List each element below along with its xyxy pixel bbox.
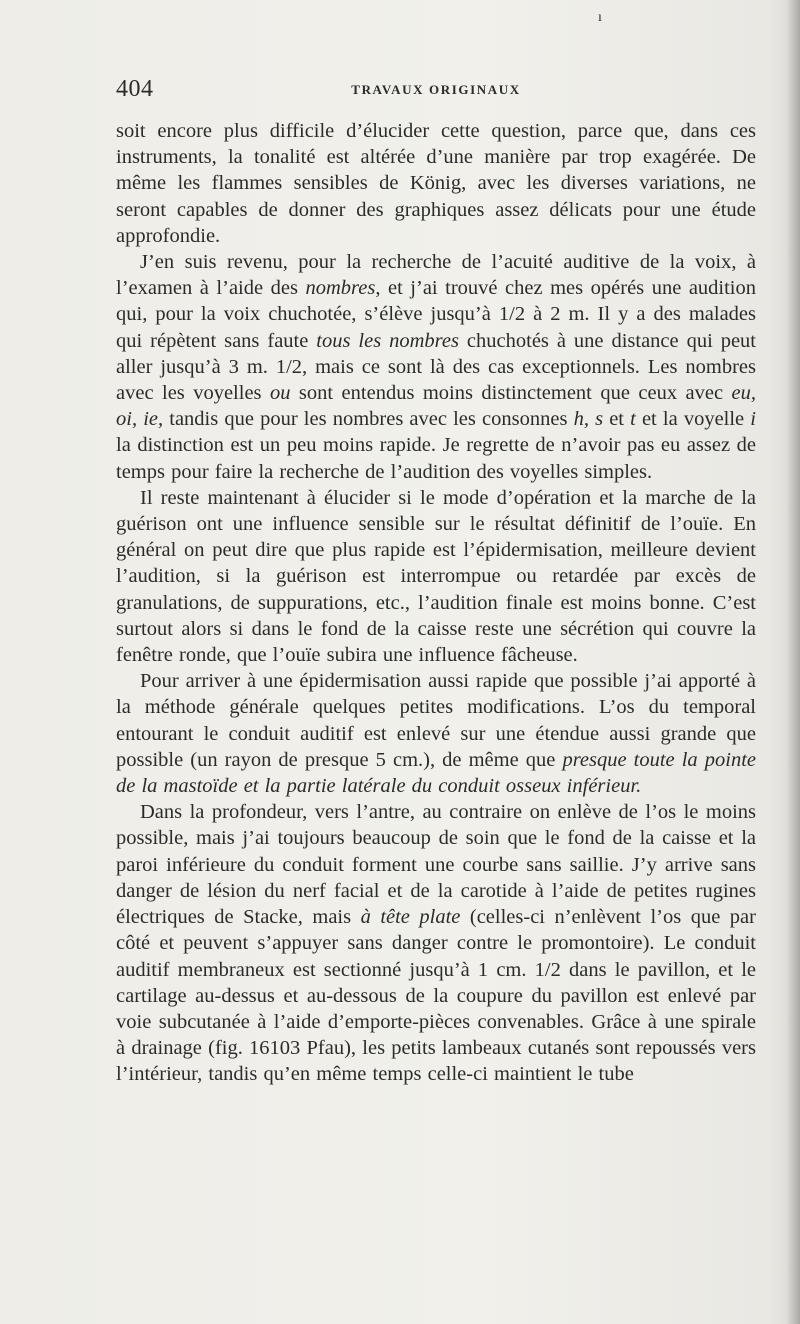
text-run: et [603, 408, 631, 431]
paragraph-p5 [116, 799, 756, 1087]
italic-run: à tête plate [360, 906, 461, 929]
paragraph-p4 [116, 668, 756, 799]
text-run: sont entendus moins distinctement que ceux avec [290, 382, 732, 405]
paragraph-p2 [116, 249, 756, 485]
text-run: la distinction est un peu moins rapide. Je regrette de n’avoir pas eu assez de temps pour faire la recherche de l’audition des voyelles simples. [116, 434, 756, 483]
italic-run: ou [269, 382, 291, 405]
text-run: J’en suis revenu, pour la recherche de l’acuité auditive de la voix, à l’examen à l’aide des [116, 251, 756, 300]
page-edge-shadow [786, 0, 800, 1324]
body-text [116, 118, 756, 1088]
text-run: Il reste maintenant à élucider si le mode d’opération et la marche de la guérison ont une influence sensible sur le résultat définitif de l’ouïe. En général on peut dire que plus rapide est l’épidermisation, meilleure devient l’audition, si la guérison est interrompue ou retardée par excès de granulations, de suppurations, etc., l’audition finale est moins bonne. C’est surtout alors si dans le fond de la caisse reste une sécrétion qui couvre la fenêtre ronde, que l’ouïe subira une influence fâcheuse. [116, 486, 756, 667]
paragraph-p3 [116, 485, 756, 668]
italic-run: tous les nombres [316, 329, 459, 352]
italic-run: t [630, 408, 636, 431]
italic-run: eu, oi, ie, [116, 382, 756, 431]
italic-run: i [750, 408, 756, 431]
italic-run: nombres [305, 277, 376, 300]
running-title: TRAVAUX ORIGINAUX [351, 82, 521, 97]
italic-run: presque toute la pointe de la mastoïde et la partie latérale du conduit osseux inférieur. [116, 748, 756, 798]
top-mark: ı [598, 10, 602, 25]
text-run: Dans la profondeur, vers l’antre, au contraire on enlève de l’os le moins possible, mais j’ai toujours beaucoup de soin que le fond de la caisse et la paroi inférieure du conduit forment une courbe sans saillie. J’y arrive sans danger de lésion du nerf facial et de la carotide à l’aide de petites rugines électriques de Stacke, mais [116, 801, 756, 929]
paragraph-p1 [116, 118, 756, 249]
text-run: Pour arriver à une épidermisation aussi rapide que possible j’ai apporté à la méthode générale quelques petites modifications. L’os du temporal entourant le conduit auditif est enlevé sur une étendue aussi grande que possible (un rayon de presque 5 cm.), de même que [116, 670, 756, 771]
text-run: (celles-ci n’enlèvent l’os que par côté et peuvent s’appuyer sans danger contre le promontoire). Le conduit auditif membraneux est sectionné jusqu’à 1 cm. 1/2 dans le pavillon, et le cartilage au-dessus et au-dessous de la coupure du pavillon est enlevé par voie subcutanée à l’aide d’emporte-pièces convenables. Grâce à une spirale à drainage (fig. 16103 Pfau), les petits lambeaux cutanés sont repoussés vers l’intérieur, tandis qu’en même temps celle-ci maintient le tube [116, 906, 756, 1086]
text-run: , et j’ai trouvé chez mes opérés une audition qui, pour la voix chuchotée, s’élève jusqu’à 1/2 à 2 m. Il y a des malades qui répètent sans faute [116, 277, 756, 352]
text-run: et la voyelle [635, 408, 751, 431]
page-number: 404 [116, 76, 154, 102]
italic-run: h, s [573, 408, 604, 431]
text-run: tandis que pour les nombres avec les consonnes [163, 408, 574, 431]
page-header [116, 76, 756, 106]
text-run: soit encore plus difficile d’élucider cette question, parce que, dans ces instruments, la tonalité est altérée d’une manière par trop exagérée. De même les flammes sensibles de König, avec les diverses variations, ne seront capables de donner des graphiques assez délicats pour une étude approfondie. [116, 120, 756, 247]
text-run: chuchotés à une distance qui peut aller jusqu’à 3 m. 1/2, mais ce sont là des cas exceptionnels. Les nombres avec les voyelles [116, 329, 757, 405]
